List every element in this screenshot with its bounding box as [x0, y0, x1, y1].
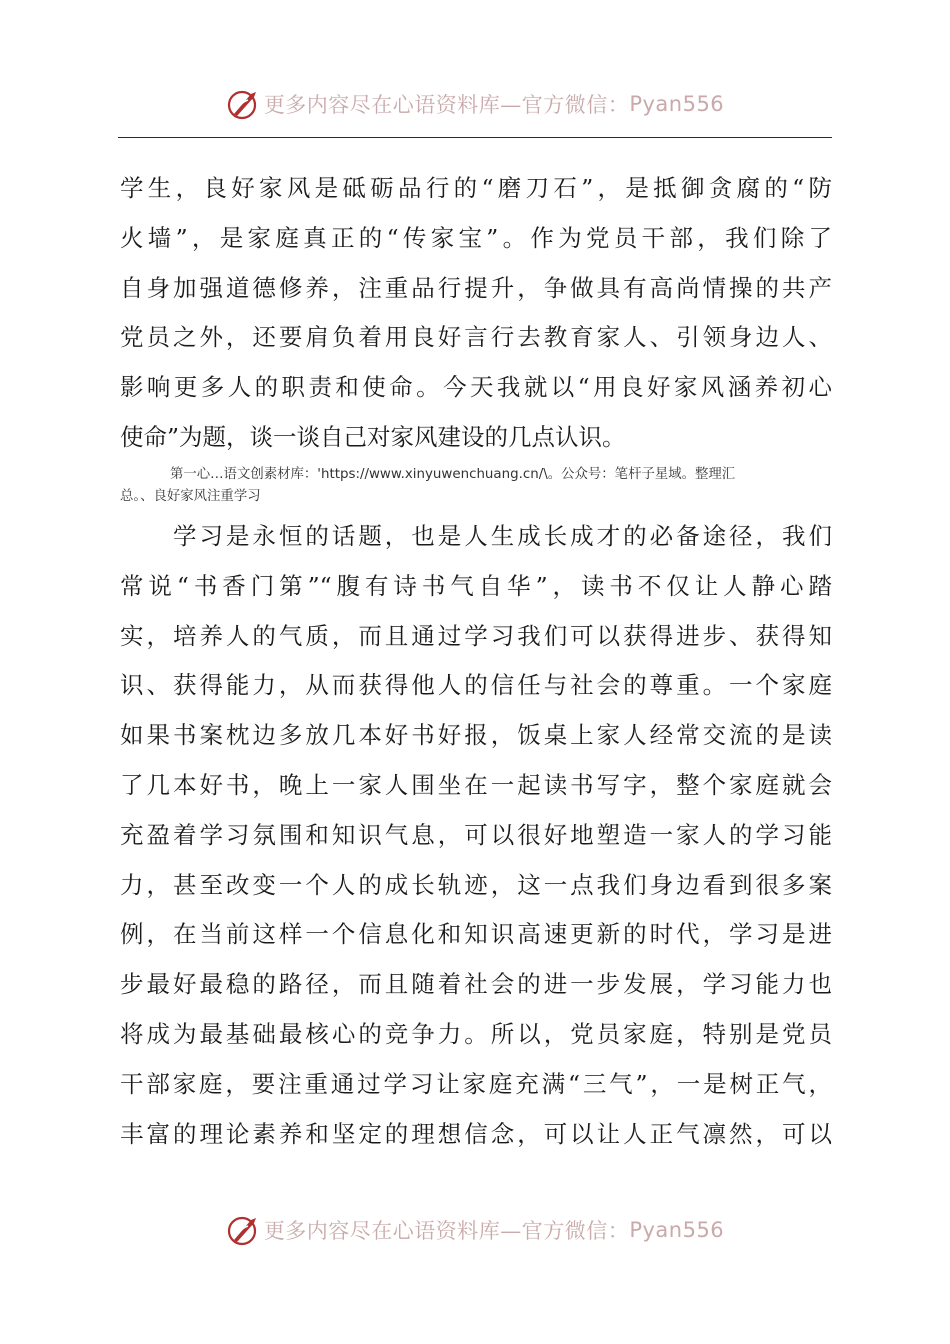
text-line: 影响更多人的职责和使命。今天我就以“用良好家风涵养初心	[120, 373, 832, 402]
note-line-2: 总。、良好家风注重学习	[120, 489, 261, 504]
header-wechat-id: Pyan556	[629, 92, 725, 116]
header-banner	[0, 84, 950, 124]
footer-banner-text: 更多内容尽在心语资料库—官方微信：	[263, 1219, 630, 1243]
text-line: 将成为最基础最核心的竞争力。所以，党员家庭，特别是党员	[120, 1019, 832, 1048]
text-line: 步最好最稳的路径，而且随着社会的进一步发展，学习能力也	[120, 970, 832, 999]
text-line: 如果书案枕边多放几本好书好报，饭桌上家人经常交流的是读	[120, 721, 832, 750]
text-line: 火墙”，是家庭真正的“传家宝”。作为党员干部，我们除了	[120, 223, 832, 252]
text-line: 干部家庭，要注重通过学习让家庭充满“三气”，一是树正气，	[120, 1069, 832, 1098]
header-divider	[118, 137, 832, 138]
text-line: 充盈着学习氛围和知识气息，可以很好地塑造一家人的学习能	[120, 820, 832, 849]
footer-wechat-id: Pyan556	[629, 1218, 725, 1242]
pen-logo-icon	[226, 1212, 262, 1248]
text-line: 例，在当前这样一个信息化和知识高速更新的时代，学习是进	[120, 920, 832, 949]
footer-banner	[0, 1210, 950, 1250]
note-line-1: 第一心…语文创素材库：'https://www.xinyuwenchuang.cn/\。公众号：笔杆子星域。整理汇	[170, 467, 736, 482]
text-line: 学习是永恒的话题，也是人生成长成才的必备途径，我们	[120, 522, 832, 550]
text-line: 常说“书香门第”“腹有诗书气自华”，读书不仅让人静心踏	[120, 571, 832, 600]
paragraph-2	[120, 512, 832, 1159]
header-banner-text: 更多内容尽在心语资料库—官方微信：	[263, 93, 630, 117]
text-line: 了几本好书，晚上一家人围坐在一起读书写字，整个家庭就会	[120, 770, 832, 799]
text-line: 识、获得能力，从而获得他人的信任与社会的尊重。一个家庭	[120, 671, 832, 700]
text-line: 实，培养人的气质，而且通过学习我们可以获得进步、获得知	[120, 621, 832, 650]
text-line: 党员之外，还要肩负着用良好言行去教育家人、引领身边人、	[120, 323, 832, 352]
text-line: 自身加强道德修养，注重品行提升，争做具有高尚情操的共产	[120, 273, 832, 302]
pen-logo-icon	[226, 86, 262, 122]
text-line: 学生，良好家风是砥砺品行的“磨刀石”，是抵御贪腐的“防	[120, 174, 832, 202]
text-line: 力，甚至改变一个人的成长轨迹，这一点我们身边看到很多案	[120, 870, 832, 899]
section-note	[120, 464, 832, 508]
text-line: 使命”为题，谈一谈自己对家风建设的几点认识。	[120, 422, 626, 451]
paragraph-1	[120, 164, 832, 463]
text-line: 丰富的理论素养和坚定的理想信念，可以让人正气凛然，可以	[120, 1119, 832, 1148]
